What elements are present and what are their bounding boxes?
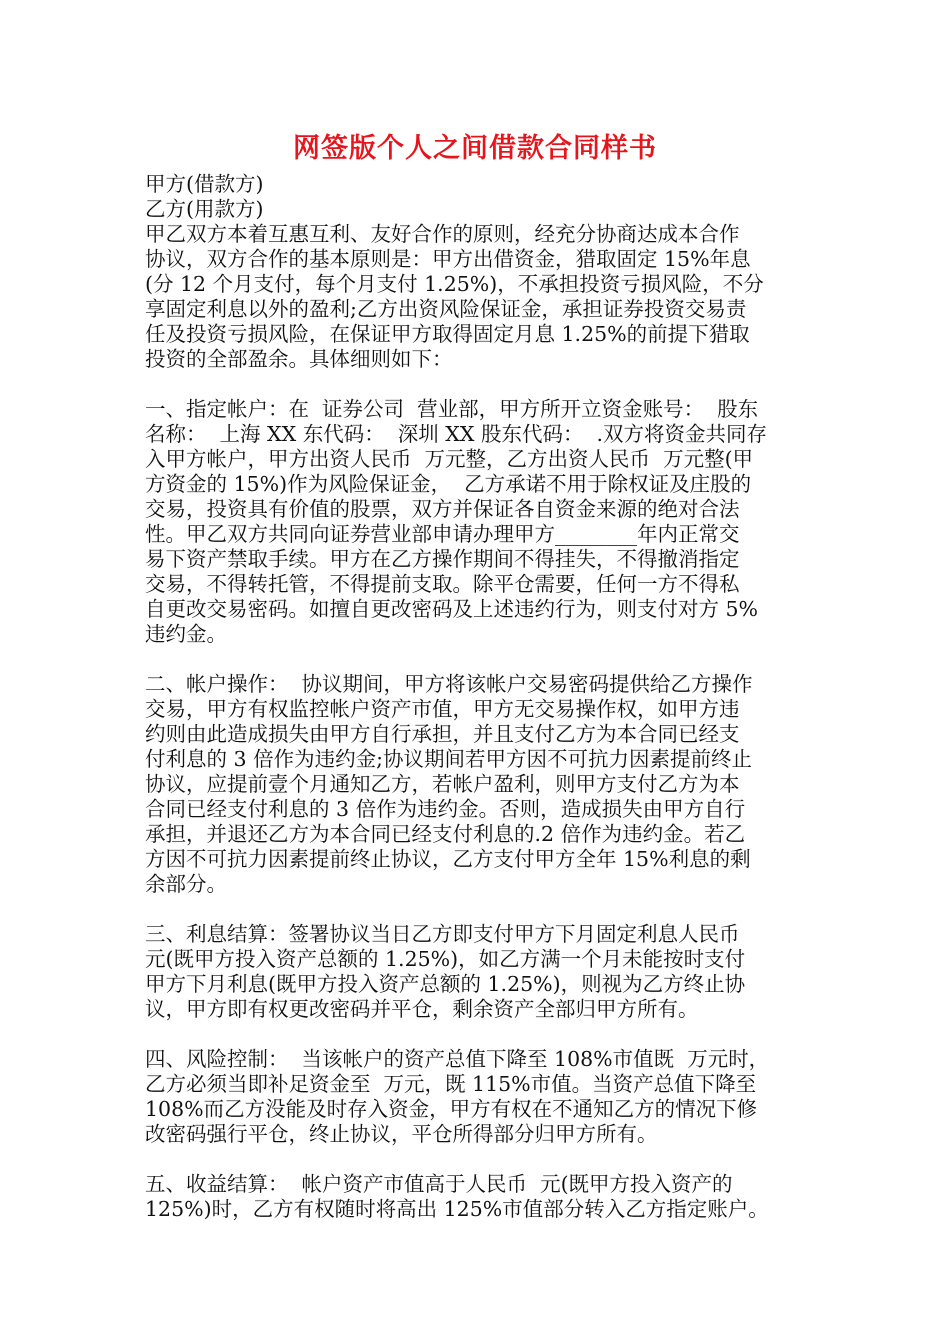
paragraph-spacer (145, 1147, 810, 1172)
intro-paragraph (145, 222, 810, 372)
paragraph-line: 108%而乙方没能及时存入资金，甲方有权在不通知乙方的情况下修 (145, 1097, 758, 1121)
paragraph-line: 承担，并退还乙方为本合同已经支付利息的.2 倍作为违约金。若乙 (145, 822, 746, 846)
section-profit-settlement (145, 1172, 810, 1222)
paragraph-spacer (145, 1022, 810, 1047)
paragraph-line: 甲方下月利息(既甲方投入资产总额的 1.25%)，则视为乙方终止协 (145, 972, 746, 996)
section-interest-settlement (145, 922, 810, 1022)
paragraph-line: 投资的全部盈余。具体细则如下： (145, 347, 453, 371)
paragraph-line: 二、帐户操作： 协议期间，甲方将该帐户交易密码提供给乙方操作 (145, 672, 753, 696)
paragraph-line: 方因不可抗力因素提前终止协议，乙方支付甲方全年 15%利息的剩 (145, 847, 751, 871)
paragraph-line: 交易，投资具有价值的股票，双方并保证各自资金来源的绝对合法 (145, 497, 740, 521)
paragraph-line: 方资金的 15%)作为风险保证金， 乙方承诺不用于除权证及庄股的 (145, 472, 752, 496)
paragraph-line: 交易，甲方有权监控帐户资产市值，甲方无交易操作权，如甲方违 (145, 697, 740, 721)
section-account-operation (145, 672, 810, 897)
paragraph-line: 五、收益结算： 帐户资产市值高于人民币 元(既甲方投入资产的 (145, 1172, 733, 1196)
paragraph-line: 改密码强行平仓，终止协议，平仓所得部分归甲方所有。 (145, 1122, 658, 1146)
paragraph-line: 合同已经支付利息的 3 倍作为违约金。否则，造成损失由甲方自行 (145, 797, 746, 821)
paragraph-line: 一、指定帐户：在 证券公司 营业部，甲方所开立资金账号： 股东 (145, 397, 759, 421)
section-designated-account (145, 397, 810, 647)
document-title: 网签版个人之间借款合同样书 (293, 133, 657, 164)
paragraph-line: 元(既甲方投入资产总额的 1.25%)，如乙方满一个月未能按时支付 (145, 947, 746, 971)
paragraph-line: 协议，应提前壹个月通知乙方，若帐户盈利，则甲方支付乙方为本 (145, 772, 740, 796)
paragraph-line: 四、风险控制： 当该帐户的资产总值下降至 108%市值既 万元时， (145, 1047, 770, 1071)
paragraph-line: 任及投资亏损风险，在保证甲方取得固定月息 1.25%的前提下猎取 (145, 322, 750, 346)
paragraph-line: 议，甲方即有权更改密码并平仓，剩余资产全部归甲方所有。 (145, 997, 699, 1021)
paragraph-spacer (145, 647, 810, 672)
party-a-label: 甲方(借款方) (145, 172, 264, 196)
paragraph-line: 乙方必须当即补足资金至 万元，既 115%市值。当资产总值下降至 (145, 1072, 757, 1096)
paragraph-line: 入甲方帐户，甲方出资人民币 万元整，乙方出资人民币 万元整(甲 (145, 447, 754, 471)
paragraph-line: 性。甲乙双方共同向证券营业部申请办理甲方________年内正常交 (145, 522, 740, 546)
paragraph-line: 余部分。 (145, 872, 227, 896)
document-body (145, 172, 810, 1222)
paragraph-spacer (145, 897, 810, 922)
paragraph-line: 享固定利息以外的盈利;乙方出资风险保证金，承担证券投资交易责 (145, 297, 747, 321)
paragraph-line: 甲乙双方本着互惠互利、友好合作的原则，经充分协商达成本合作 (145, 222, 740, 246)
paragraph-line: 名称： 上海 XX 东代码： 深圳 XX 股东代码： .双方将资金共同存 (145, 422, 768, 446)
paragraph-line: 约则由此造成损失由甲方自行承担，并且支付乙方为本合同已经支 (145, 722, 740, 746)
paragraph-line: (分 12 个月支付，每个月支付 1.25%)，不承担投资亏损风险，不分 (145, 272, 764, 296)
paragraph-line: 违约金。 (145, 622, 227, 646)
paragraph-line: 付利息的 3 倍作为违约金;协议期间若甲方因不可抗力因素提前终止 (145, 747, 752, 771)
paragraph-spacer (145, 372, 810, 397)
party-b-label: 乙方(用款方) (145, 197, 264, 221)
paragraph-line: 125%)时，乙方有权随时将高出 125%市值部分转入乙方指定账户。 (145, 1197, 769, 1221)
section-risk-control (145, 1047, 810, 1147)
paragraph-line: 交易，不得转托管，不得提前支取。除平仓需要，任何一方不得私 (145, 572, 740, 596)
paragraph-line: 协议，双方合作的基本原则是：甲方出借资金，猎取固定 15%年息 (145, 247, 751, 271)
paragraph-line: 易下资产禁取手续。甲方在乙方操作期间不得挂失，不得撤消指定 (145, 547, 740, 571)
paragraph-line: 自更改交易密码。如擅自更改密码及上述违约行为，则支付对方 5% (145, 597, 759, 621)
paragraph-line: 三、利息结算：签署协议当日乙方即支付甲方下月固定利息人民币 (145, 922, 740, 946)
